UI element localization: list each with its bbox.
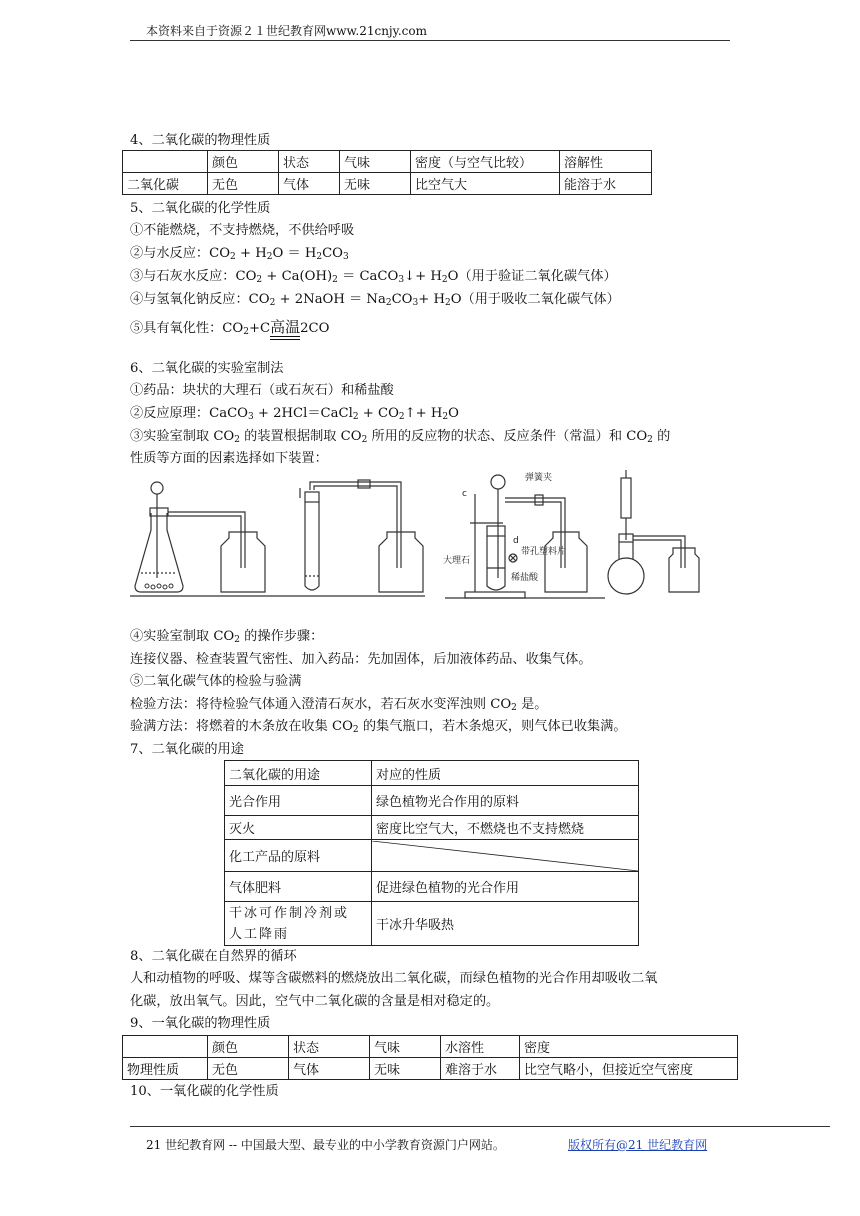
table-header [123, 151, 208, 173]
section-6-title: 6、二氧化碳的实验室制法 [130, 361, 284, 376]
table-cell: 无味 [340, 173, 411, 195]
s6-line-6: 连接仪器、检查装置气密性、加入药品：先加固体，后加液体药品、收集气体。 [130, 652, 592, 667]
s5-line-4: ④与氢氧化钠反应：$CO_2$ + 2NaOH ＝ $Na_2CO_3+ H_2O$（用于吸收二氧化碳气体） [130, 292, 620, 308]
s5-line-5: ⑤具有氧化性：$CO_2+C$高温2CO [130, 318, 330, 337]
s8-line-1: 人和动植物的呼吸、煤等含碳燃料的燃烧放出二氧化碳，而绿色植物的光合作用却吸收二氧 [130, 971, 658, 986]
table-header: 密度 [520, 1036, 738, 1058]
s6-line-3: ③实验室制取 $CO_2$ 的装置根据制取 $CO_2$ 所用的反应物的状态、反应条件（常温）和 $CO_2$ 的 [130, 429, 671, 445]
table-cell: 能溶于水 [560, 173, 652, 195]
setup-2 [300, 480, 423, 592]
label-plastic-plate: 带孔塑料片 [521, 547, 567, 557]
section-4-title: 4、二氧化碳的物理性质 [130, 133, 271, 148]
table-cell: 物理性质 [123, 1058, 208, 1080]
s6-line-9: 验满方法：将燃着的木条放在收集 $CO_2$ 的集气瓶口，若木条熄灭，则气体已收集满。 [130, 719, 627, 735]
section-8-title: 8、二氧化碳在自然界的循环 [130, 949, 297, 964]
table-header: 颜色 [208, 151, 279, 173]
s6-line-8: 检验方法：将待检验气体通入澄清石灰水，若石灰水变浑浊则 $CO_2$ 是。 [130, 697, 548, 713]
table-cell: 光合作用 [225, 786, 372, 816]
section-5-title: 5、二氧化碳的化学性质 [130, 201, 271, 216]
condition-high-temp: 高温 [270, 318, 301, 336]
table-header: 气味 [370, 1036, 441, 1058]
label-d: d [513, 536, 519, 546]
s6-line-7: ⑤二氧化碳气体的检验与验满 [130, 674, 302, 689]
table-header [123, 1036, 208, 1058]
co-physical-table [122, 1035, 738, 1080]
setup-1 [130, 482, 425, 596]
table-header: 状态 [289, 1036, 370, 1058]
table-header: 密度（与空气比较） [411, 151, 560, 173]
table-header: 二氧化碳的用途 [225, 761, 372, 786]
apparatus-figure [125, 468, 735, 603]
table-cell: 气体肥料 [225, 872, 372, 902]
page-header: 本资料来自于资源２１世纪教育网www.21cnjy.com [146, 24, 427, 38]
header-divider [130, 40, 730, 41]
co2-uses-table [224, 760, 639, 946]
table-cell: 化工产品的原料 [225, 840, 372, 872]
s8-line-2: 化碳，放出氧气。因此，空气中二氧化碳的含量是相对稳定的。 [130, 994, 500, 1009]
diagonal-line [372, 841, 638, 871]
section-10-title: 10、一氧化碳的化学性质 [130, 1084, 279, 1099]
label-dilute-acid: 稀盐酸 [511, 573, 539, 583]
co2-physical-table [122, 150, 652, 195]
s6-line-1: ①药品：块状的大理石（或石灰石）和稀盐酸 [130, 383, 394, 398]
label-marble: 大理石 [443, 556, 471, 566]
s6-line-5: ④实验室制取 $CO_2$ 的操作步骤： [130, 629, 324, 645]
table-cell: 无色 [208, 1058, 289, 1080]
table-cell: 无味 [370, 1058, 441, 1080]
table-cell: 灭火 [225, 816, 372, 840]
table-cell: 比空气大 [411, 173, 560, 195]
table-header: 气味 [340, 151, 411, 173]
table-cell: 比空气略小，但接近空气密度 [520, 1058, 738, 1080]
footer-copyright[interactable] [568, 1136, 707, 1153]
table-cell: 绿色植物光合作用的原料 [372, 786, 639, 816]
footer-text: 21 世纪教育网 -- 中国最大型、最专业的中小学教育资源门户网站。 [146, 1138, 505, 1152]
table-cell-diagonal [372, 840, 639, 872]
table-cell: 干冰可作制冷剂或 人工降雨 [225, 902, 372, 946]
section-7-title: 7、二氧化碳的用途 [130, 742, 244, 757]
label-c: c [462, 489, 467, 499]
s5-line-1: ①不能燃烧，不支持燃烧，不供给呼吸 [130, 223, 355, 238]
footer-divider [130, 1126, 830, 1127]
table-cell: 气体 [279, 173, 340, 195]
table-cell: 二氧化碳 [123, 173, 208, 195]
table-header: 状态 [279, 151, 340, 173]
label-spring-clip: 弹簧夹 [525, 473, 553, 483]
setup-4 [608, 470, 699, 594]
table-cell: 干冰升华吸热 [372, 902, 639, 946]
table-cell: 无色 [208, 173, 279, 195]
table-header: 水溶性 [441, 1036, 520, 1058]
table-header: 溶解性 [560, 151, 652, 173]
table-cell: 难溶于水 [441, 1058, 520, 1080]
copyright-link[interactable]: 版权所有@21 世纪教育网 [568, 1138, 708, 1152]
table-cell: 促进绿色植物的光合作用 [372, 872, 639, 902]
s6-line-4: 性质等方面的因素选择如下装置： [130, 451, 328, 466]
section-9-title: 9、一氧化碳的物理性质 [130, 1016, 271, 1031]
table-header: 对应的性质 [372, 761, 639, 786]
s5-line-2: ②与水反应：$CO_2 + H_2O = H_2CO_3$ [130, 246, 349, 262]
s6-line-2: ②反应原理：CaCO$_3$ + 2HCl＝CaCl$_2$ + $CO_2↑+ H_2O$ [130, 406, 459, 422]
table-header: 颜色 [208, 1036, 289, 1058]
table-cell: 气体 [289, 1058, 370, 1080]
table-cell: 密度比空气大，不燃烧也不支持燃烧 [372, 816, 639, 840]
s5-line-3: ③与石灰水反应：$CO_2 + Ca(OH)_2$ ＝ CaCO$_3$↓+ $H_2O$（用于验证二氧化碳气体） [130, 269, 617, 285]
